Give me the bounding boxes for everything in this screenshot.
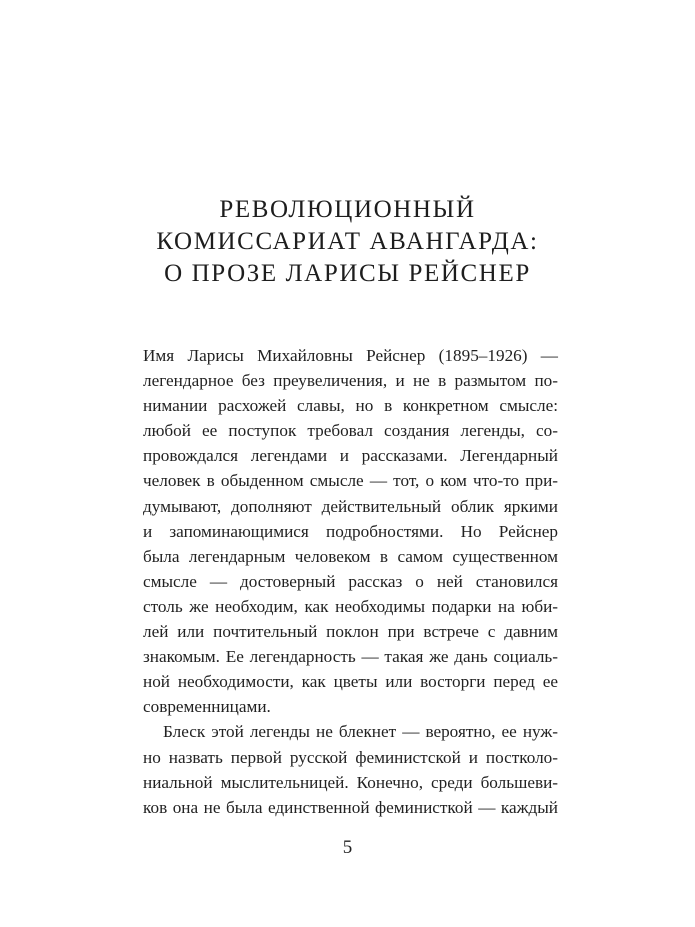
text-line: любой ее поступок требовал создания легенды, со-: [143, 421, 558, 441]
chapter-title-line: РЕВОЛЮЦИОННЫЙ: [219, 196, 476, 223]
text-line: столь же необходим, как необходимы подарки на юби-: [143, 596, 558, 616]
text-line: лей или почтительный поклон при встрече с давним: [143, 622, 558, 642]
text-line: думывают, дополняют действительный облик яркими: [143, 496, 558, 516]
text-line: ной необходимости, как цветы или восторги перед ее: [143, 672, 558, 692]
text-line: человек в обыденном смысле — тот, о ком что-то при-: [143, 471, 558, 491]
text-line: но назвать первой русской феминистской и постколо-: [143, 747, 558, 767]
text-line: современницами.: [143, 697, 271, 717]
text-line: смысле — достоверный рассказ о ней становился: [143, 571, 558, 591]
text-line: Блеск этой легенды не блекнет — вероятно, ее нуж-: [163, 722, 558, 742]
text-line: ков она не была единственной феминисткой — каждый: [143, 797, 558, 817]
page-number: 5: [342, 837, 353, 858]
body-text: [143, 343, 558, 820]
text-line: была легендарным человеком в самом существенном: [143, 546, 558, 566]
text-line: Имя Ларисы Михайловны Рейснер (1895–1926) —: [143, 346, 558, 365]
chapter-title: [0, 194, 695, 290]
text-line: и запоминающимися подробностями. Но Рейснер: [143, 521, 558, 541]
text-line: нимании расхожей славы, но в конкретном смысле:: [143, 396, 558, 416]
chapter-title-line: КОМИССАРИАТ АВАНГАРДА:: [156, 228, 539, 255]
text-line: провождался легендами и рассказами. Легендарный: [143, 446, 558, 466]
text-line: ниальной мыслительницей. Конечно, среди большеви-: [143, 772, 558, 792]
chapter-title-line: О ПРОЗЕ ЛАРИСЫ РЕЙСНЕР: [164, 260, 531, 287]
text-line: легендарное без преувеличения, и не в размытом по-: [143, 371, 558, 391]
text-line: знакомым. Ее легендарность — такая же дань социаль-: [143, 647, 558, 667]
